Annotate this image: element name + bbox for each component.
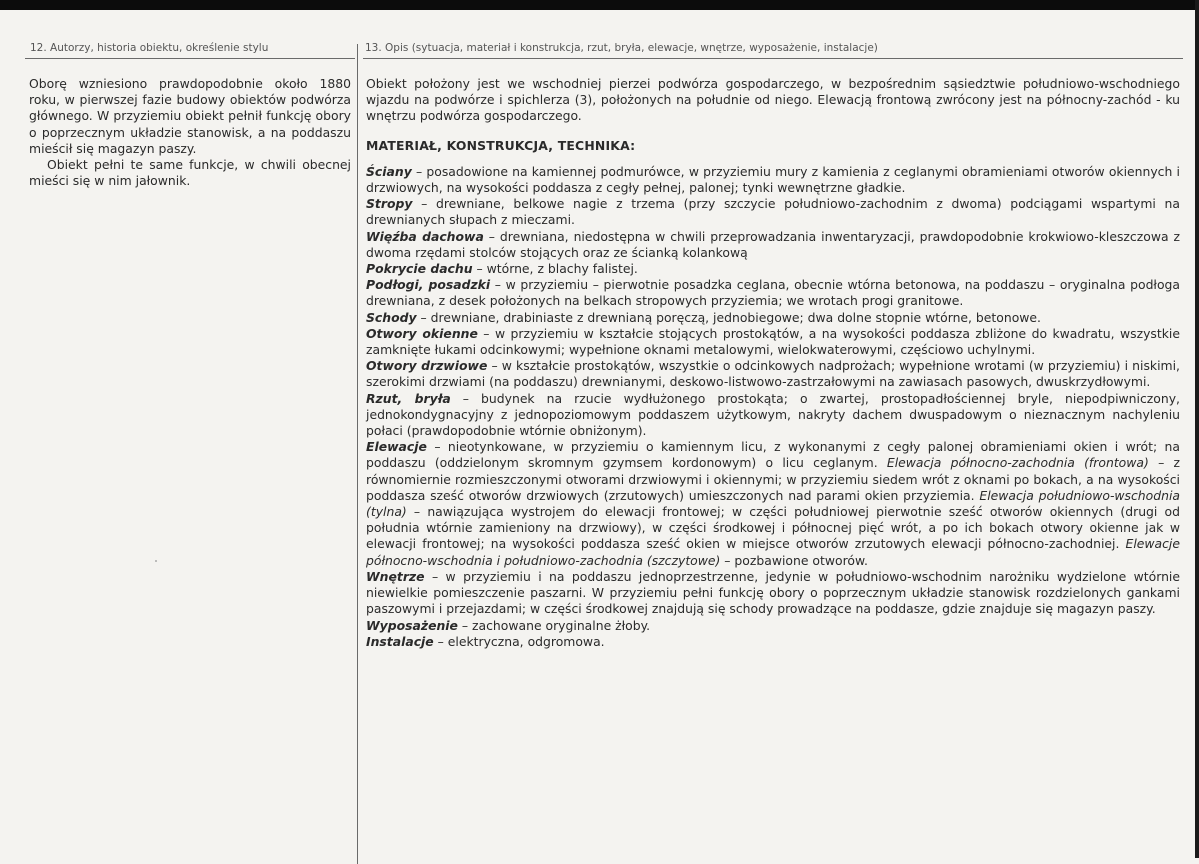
windows-text: – w przyziemiu w kształcie stojących prostokątów, a na wysokości poddasza zbliżone do kwadratu, wszystkie zamknięte łukami odcinkowymi; wypełnione oknami metalowymi, wielokwaterowymi, częściowo uchylnymi. <box>366 325 1180 358</box>
roofing-term: Pokrycie dachu <box>366 261 473 277</box>
history-paragraph-2: Obiekt pełni te same funkcje, w chwili obecnej mieści się w nim jałownik. <box>29 157 351 189</box>
section-13-header: 13. Opis (sytuacja, materiał i konstrukcja, rzut, bryła, elewacje, wnętrze, wyposażenie, instalacje) <box>365 42 878 54</box>
installations-paragraph <box>366 634 1180 650</box>
interior-paragraph <box>366 569 1180 618</box>
column-divider <box>357 44 358 864</box>
location-paragraph: Obiekt położony jest we wschodniej pierzei podwórza gospodarczego, w bezpośrednim sąsiedztwie południowo-wschodniego wjazdu na podwórze i spichlerza (3), położonych na południe od niego. Elewacją frontową zwrócony jest na północny-zachód - ku wnętrzu podwórza gospodarczego. <box>366 76 1180 124</box>
elevations-rear-label: Elewacja południowo-wschodnia (tylna) <box>366 487 1180 520</box>
header-rule-left <box>25 58 355 59</box>
walls-paragraph <box>366 164 1180 196</box>
section-12-header: 12. Autorzy, historia obiektu, określenie stylu <box>30 42 269 54</box>
header-rule-right <box>363 58 1183 59</box>
elevations-term: Elewacje <box>366 439 427 455</box>
description-column <box>366 76 1180 650</box>
interior-text: – w przyziemiu i na poddaszu jednoprzestrzenne, jedynie w południowo-wschodnim narożniku wydzielone wtórnie niewielkie pomieszczenie paszarni. W przyziemiu pełni funkcję obory o poprzecznym układzie stanowisk rozdzielonych gankami paszowymi i przejazdami; w części środkowej znajdują się schody prowadzące na poddasze, gdzie znajduje się magazyn paszy. <box>366 568 1180 617</box>
roofing-text: – wtórne, z blachy falistej. <box>472 261 638 277</box>
stairs-term: Schody <box>366 309 417 325</box>
floors-term: Podłogi, posadzki <box>366 277 491 293</box>
scan-right-border <box>1195 0 1199 858</box>
plan-text: – budynek na rzucie wydłużonego prostokąta; o zwartej, prostopadłościennej bryle, niepodpiwniczony, jednokondygnacyjny z jednopoziomowym poddaszem użytkowym, nakryty dachem dwuspadowym o nieznacznym nachyleniu połaci (prawdopodobnie wtórnie obniżonym). <box>366 390 1180 439</box>
plan-term: Rzut, bryła <box>366 390 451 406</box>
ceilings-text: – drewniane, belkowe nagie z trzema (przy szczycie południowo-zachodnim z dwoma) podciągami wspartymi na drewnianych słupach z mieczami. <box>366 196 1180 228</box>
elevations-text-1: – nieotynkowane, w przyziemiu o kamiennym licu, z wykonanymi z cegły palonej obramieniami okien i wrót; na poddaszu (oddzielonym skromnym gzymsem kordonowym) o licu ceglanym. <box>366 439 1180 471</box>
elevations-front-label: Elewacja północno-zachodnia (frontowa) <box>886 455 1149 471</box>
walls-text: – posadowione na kamiennej podmurówce, w przyziemiu mury z kamienia z ceglanymi obramieniami otworów okiennych i drzwiowych, na wysokości poddasza z cegły pełnej, palonej; tynki wewnętrzne gładkie. <box>366 163 1180 196</box>
interior-term: Wnętrze <box>366 568 425 584</box>
roof-truss-text: – drewniana, niedostępna w chwili przeprowadzania inwentaryzacji, prawdopodobnie krokwiowo-kleszczowa z dwoma rzędami stolców stojących oraz ze ścianką kolankową <box>366 228 1180 260</box>
windows-term: Otwory okienne <box>366 325 478 341</box>
elevations-gable-label: Elewacje północno-wschodnia i południowo-zachodnia (szczytowe) <box>366 536 1180 568</box>
plan-paragraph <box>366 391 1180 440</box>
elevations-text-2: – z równomiernie rozmieszczonymi otworami drzwiowymi i okiennymi; w przyziemiu siedem wrót z oknami po bokach, a na wysokości poddasza sześć otworów drzwiowych (zrzutowych) umieszczonych nad parami okien przyziemia. <box>366 455 1181 503</box>
material-section-title: MATERIAŁ, KONSTRUKCJA, TECHNIKA: <box>366 137 636 153</box>
ceilings-term: Stropy <box>366 196 413 212</box>
roofing-paragraph <box>366 261 1180 277</box>
equipment-text: – zachowane oryginalne żłoby. <box>457 617 651 633</box>
elevations-text-3: – nawiązująca wystrojem do elewacji frontowej; w części południowej pierwotnie sześć otworów okiennych (drugi od południa wtórnie zamieniony na drzwiowy), w części środkowej i północnej pięć wrót, a po ich bokach otwory okienne jak w elewacji frontowej; na wysokości poddasza sześć okien w miejsce otworów zrzutowych elewacji północno-zachodniej. <box>366 504 1180 552</box>
history-paragraph-1: Oborę wzniesiono prawdopodobnie około 1880 roku, w pierwszej fazie budowy obiektów podwórza głównego. W przyziemiu obiekt pełnił funkcję obory o poprzecznym układzie stanowisk, a na poddaszu mieścił się magazyn paszy. <box>29 76 351 156</box>
elevations-paragraph <box>366 439 1180 569</box>
stairs-paragraph <box>366 310 1180 326</box>
installations-term: Instalacje <box>366 633 434 649</box>
elevations-text-4: – pozbawione otworów. <box>720 552 868 568</box>
doors-paragraph <box>366 358 1180 390</box>
stairs-text: – drewniane, drabiniaste z drewnianą poręczą, jednobiegowe; dwa dolne stopnie wtórne, betonowe. <box>416 309 1041 325</box>
ceilings-paragraph <box>366 196 1180 228</box>
equipment-paragraph <box>366 618 1180 634</box>
doors-text: – w kształcie prostokątów, wszystkie o odcinkowych nadprożach; wypełnione wrotami (w przyziemiu) i niskimi, szerokimi drzwiami (na poddaszu) drewnianymi, deskowo-listwowo-zastrzałowymi na zawiasach pasowych, dwuskrzydłowymi. <box>366 358 1180 390</box>
equipment-term: Wyposażenie <box>366 617 458 633</box>
roof-truss-paragraph <box>366 229 1180 261</box>
floors-paragraph <box>366 277 1180 309</box>
form-page <box>25 12 1195 858</box>
roof-truss-term: Więźba dachowa <box>366 228 484 244</box>
windows-paragraph <box>366 326 1180 358</box>
history-column <box>29 76 351 189</box>
walls-term: Ściany <box>366 163 412 179</box>
floors-text: – w przyziemiu – pierwotnie posadzka ceglana, obecnie wtórna betonowa, na poddaszu – oryginalna podłoga drewniana, z desek położonych na belkach stropowych przyziemia; we wrotach progi granitowe. <box>366 277 1180 309</box>
scan-speck <box>155 560 157 562</box>
scan-top-border <box>0 0 1199 10</box>
doors-term: Otwory drzwiowe <box>366 358 488 374</box>
installations-text: – elektryczna, odgromowa. <box>433 633 605 649</box>
